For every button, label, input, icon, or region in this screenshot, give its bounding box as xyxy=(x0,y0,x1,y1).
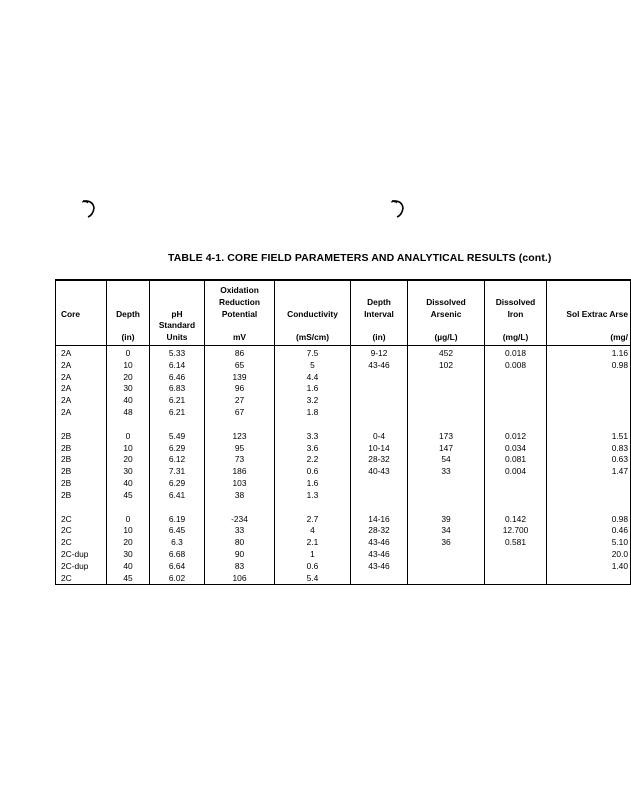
cell-dissolved-iron xyxy=(485,549,547,561)
header-ph: pH xyxy=(150,280,205,320)
header-core: Core xyxy=(56,280,107,320)
spacer-cell xyxy=(275,419,351,431)
cell-dissolved-iron: 0.018 xyxy=(485,345,547,359)
spacer-cell xyxy=(485,502,547,514)
header-dissolved-arsenic: Dissolved Arsenic xyxy=(408,280,485,320)
unit-soluble-arsenic: (mg/ xyxy=(547,320,631,345)
table-row xyxy=(56,372,631,384)
cell-dissolved-iron xyxy=(485,383,547,395)
cell-orp: 67 xyxy=(205,407,275,419)
cell-core: 2C xyxy=(56,573,107,585)
header-conductivity: Conductivity xyxy=(275,280,351,320)
cell-orp: 90 xyxy=(205,549,275,561)
table-row xyxy=(56,573,631,585)
cell-depth-interval xyxy=(351,573,408,585)
cell-orp: 86 xyxy=(205,345,275,359)
cell-depth-interval: 40-43 xyxy=(351,466,408,478)
spacer-cell xyxy=(205,419,275,431)
cell-dissolved-iron: 0.034 xyxy=(485,443,547,455)
cell-conductivity: 2.1 xyxy=(275,537,351,549)
cell-dissolved-arsenic: 34 xyxy=(408,525,485,537)
cell-dissolved-arsenic xyxy=(408,383,485,395)
spacer-cell xyxy=(205,502,275,514)
table-row xyxy=(56,478,631,490)
cell-core: 2B xyxy=(56,443,107,455)
spacer-cell xyxy=(56,419,107,431)
cell-ph: 6.68 xyxy=(150,549,205,561)
cell-depth: 20 xyxy=(107,537,150,549)
cell-ph: 6.12 xyxy=(150,454,205,466)
cell-orp: 83 xyxy=(205,561,275,573)
table-row xyxy=(56,431,631,443)
cell-orp: 65 xyxy=(205,360,275,372)
cell-orp: 106 xyxy=(205,573,275,585)
cell-soluble-arsenic: 0.63 xyxy=(547,454,631,466)
cell-ph: 6.64 xyxy=(150,561,205,573)
cell-depth: 48 xyxy=(107,407,150,419)
cell-core: 2C-dup xyxy=(56,549,107,561)
cell-soluble-arsenic xyxy=(547,407,631,419)
cell-dissolved-arsenic: 147 xyxy=(408,443,485,455)
cell-soluble-arsenic: 0.98 xyxy=(547,514,631,526)
cell-orp: 123 xyxy=(205,431,275,443)
table-row xyxy=(56,561,631,573)
cell-ph: 6.41 xyxy=(150,490,205,502)
cell-ph: 6.29 xyxy=(150,443,205,455)
cell-dissolved-iron: 0.008 xyxy=(485,360,547,372)
cell-soluble-arsenic xyxy=(547,490,631,502)
cell-ph: 7.31 xyxy=(150,466,205,478)
cell-depth: 30 xyxy=(107,466,150,478)
cell-depth-interval xyxy=(351,383,408,395)
cell-dissolved-iron: 0.081 xyxy=(485,454,547,466)
cell-core: 2A xyxy=(56,372,107,384)
cell-orp: 95 xyxy=(205,443,275,455)
cell-ph: 6.19 xyxy=(150,514,205,526)
cell-depth: 30 xyxy=(107,383,150,395)
table-row xyxy=(56,537,631,549)
cell-soluble-arsenic: 1.16 xyxy=(547,345,631,359)
cell-dissolved-iron: 0.581 xyxy=(485,537,547,549)
cell-depth-interval: 10-14 xyxy=(351,443,408,455)
cell-ph: 6.45 xyxy=(150,525,205,537)
unit-dissolved-iron: (mg/L) xyxy=(485,320,547,345)
cell-depth-interval: 43-46 xyxy=(351,561,408,573)
cell-depth: 20 xyxy=(107,372,150,384)
cell-ph: 6.46 xyxy=(150,372,205,384)
spacer-cell xyxy=(150,419,205,431)
group-spacer xyxy=(56,419,631,431)
table-row xyxy=(56,443,631,455)
cell-core: 2A xyxy=(56,407,107,419)
cell-ph: 6.3 xyxy=(150,537,205,549)
cell-conductivity: 1.6 xyxy=(275,383,351,395)
cell-ph: 6.83 xyxy=(150,383,205,395)
table-row xyxy=(56,407,631,419)
cell-dissolved-arsenic: 54 xyxy=(408,454,485,466)
cell-ph: 5.49 xyxy=(150,431,205,443)
cell-soluble-arsenic: 1.47 xyxy=(547,466,631,478)
cell-conductivity: 4.4 xyxy=(275,372,351,384)
table-row xyxy=(56,395,631,407)
cell-core: 2C-dup xyxy=(56,561,107,573)
cell-conductivity: 2.7 xyxy=(275,514,351,526)
core-parameters-table xyxy=(55,279,631,585)
table-row xyxy=(56,549,631,561)
cell-depth: 40 xyxy=(107,395,150,407)
cell-depth: 0 xyxy=(107,431,150,443)
cell-conductivity: 5.4 xyxy=(275,573,351,585)
cell-core: 2A xyxy=(56,345,107,359)
spacer-cell xyxy=(351,419,408,431)
cell-depth: 10 xyxy=(107,360,150,372)
cell-dissolved-arsenic xyxy=(408,561,485,573)
cell-dissolved-arsenic: 33 xyxy=(408,466,485,478)
cell-conductivity: 0.6 xyxy=(275,561,351,573)
cell-orp: 27 xyxy=(205,395,275,407)
cell-depth: 40 xyxy=(107,561,150,573)
spacer-cell xyxy=(408,419,485,431)
cell-depth: 45 xyxy=(107,573,150,585)
cell-conductivity: 5 xyxy=(275,360,351,372)
cell-core: 2A xyxy=(56,360,107,372)
table-row xyxy=(56,466,631,478)
cell-dissolved-arsenic xyxy=(408,395,485,407)
cell-orp: 103 xyxy=(205,478,275,490)
cell-soluble-arsenic: 0.46 xyxy=(547,525,631,537)
cell-orp: 73 xyxy=(205,454,275,466)
cell-dissolved-arsenic xyxy=(408,372,485,384)
cell-soluble-arsenic xyxy=(547,372,631,384)
cell-core: 2B xyxy=(56,431,107,443)
cell-soluble-arsenic: 1.40 xyxy=(547,561,631,573)
cell-depth: 10 xyxy=(107,525,150,537)
hole-punch-mark-left xyxy=(80,198,96,218)
unit-dissolved-arsenic: (µg/L) xyxy=(408,320,485,345)
cell-conductivity: 3.6 xyxy=(275,443,351,455)
cell-orp: 38 xyxy=(205,490,275,502)
cell-depth-interval: 43-46 xyxy=(351,360,408,372)
cell-soluble-arsenic xyxy=(547,573,631,585)
cell-depth-interval: 0-4 xyxy=(351,431,408,443)
group-spacer xyxy=(56,502,631,514)
cell-dissolved-iron xyxy=(485,561,547,573)
cell-dissolved-arsenic xyxy=(408,573,485,585)
spacer-cell xyxy=(150,502,205,514)
cell-dissolved-arsenic: 39 xyxy=(408,514,485,526)
spacer-cell xyxy=(547,419,631,431)
cell-core: 2C xyxy=(56,514,107,526)
cell-core: 2C xyxy=(56,525,107,537)
cell-depth-interval xyxy=(351,407,408,419)
table-row xyxy=(56,490,631,502)
cell-soluble-arsenic: 0.98 xyxy=(547,360,631,372)
cell-depth-interval: 9-12 xyxy=(351,345,408,359)
spacer-cell xyxy=(485,419,547,431)
cell-core: 2A xyxy=(56,383,107,395)
cell-soluble-arsenic: 20.0 xyxy=(547,549,631,561)
unit-depth-interval: (in) xyxy=(351,320,408,345)
spacer-cell xyxy=(107,502,150,514)
spacer-cell xyxy=(547,502,631,514)
table-row xyxy=(56,345,631,359)
cell-orp: 80 xyxy=(205,537,275,549)
table-row xyxy=(56,454,631,466)
cell-dissolved-iron xyxy=(485,407,547,419)
cell-depth-interval xyxy=(351,395,408,407)
cell-conductivity: 2.2 xyxy=(275,454,351,466)
cell-dissolved-iron xyxy=(485,395,547,407)
header-depth-interval: Depth Interval xyxy=(351,280,408,320)
spacer-cell xyxy=(408,502,485,514)
cell-dissolved-arsenic xyxy=(408,478,485,490)
cell-conductivity: 1.6 xyxy=(275,478,351,490)
cell-depth-interval: 28-32 xyxy=(351,525,408,537)
cell-depth: 0 xyxy=(107,514,150,526)
cell-conductivity: 3.2 xyxy=(275,395,351,407)
cell-depth: 40 xyxy=(107,478,150,490)
cell-depth: 30 xyxy=(107,549,150,561)
cell-depth-interval xyxy=(351,372,408,384)
cell-orp: 96 xyxy=(205,383,275,395)
cell-dissolved-arsenic xyxy=(408,549,485,561)
cell-depth-interval: 43-46 xyxy=(351,537,408,549)
cell-core: 2A xyxy=(56,395,107,407)
unit-depth: (in) xyxy=(107,320,150,345)
cell-dissolved-iron xyxy=(485,490,547,502)
cell-orp: -234 xyxy=(205,514,275,526)
cell-orp: 33 xyxy=(205,525,275,537)
cell-conductivity: 1 xyxy=(275,549,351,561)
cell-soluble-arsenic xyxy=(547,383,631,395)
cell-ph: 6.21 xyxy=(150,395,205,407)
cell-dissolved-arsenic: 173 xyxy=(408,431,485,443)
cell-dissolved-arsenic xyxy=(408,490,485,502)
header-dissolved-iron: Dissolved Iron xyxy=(485,280,547,320)
cell-depth-interval: 14-16 xyxy=(351,514,408,526)
cell-orp: 139 xyxy=(205,372,275,384)
cell-dissolved-arsenic: 452 xyxy=(408,345,485,359)
spacer-cell xyxy=(351,502,408,514)
hole-punch-mark-right xyxy=(389,198,405,218)
cell-ph: 6.29 xyxy=(150,478,205,490)
cell-ph: 5.33 xyxy=(150,345,205,359)
cell-depth-interval xyxy=(351,490,408,502)
cell-soluble-arsenic: 5.10 xyxy=(547,537,631,549)
cell-depth: 20 xyxy=(107,454,150,466)
cell-depth: 45 xyxy=(107,490,150,502)
cell-soluble-arsenic: 1.51 xyxy=(547,431,631,443)
cell-dissolved-iron: 0.004 xyxy=(485,466,547,478)
header-depth: Depth xyxy=(107,280,150,320)
cell-core: 2B xyxy=(56,478,107,490)
table-row xyxy=(56,383,631,395)
cell-conductivity: 1.8 xyxy=(275,407,351,419)
cell-soluble-arsenic xyxy=(547,395,631,407)
unit-conductivity: (mS/cm) xyxy=(275,320,351,345)
cell-depth-interval xyxy=(351,478,408,490)
cell-ph: 6.02 xyxy=(150,573,205,585)
spacer-cell xyxy=(56,502,107,514)
cell-depth: 0 xyxy=(107,345,150,359)
cell-depth-interval: 43-46 xyxy=(351,549,408,561)
table-row xyxy=(56,525,631,537)
table-row xyxy=(56,360,631,372)
cell-dissolved-iron xyxy=(485,573,547,585)
table-body xyxy=(56,345,631,584)
table-title: TABLE 4-1. CORE FIELD PARAMETERS AND ANALYTICAL RESULTS (cont.) xyxy=(168,252,552,264)
cell-depth-interval: 28-32 xyxy=(351,454,408,466)
cell-conductivity: 3.3 xyxy=(275,431,351,443)
unit-core xyxy=(56,320,107,345)
header-orp: Oxidation Reduction Potential xyxy=(205,280,275,320)
spacer-cell xyxy=(107,419,150,431)
cell-dissolved-arsenic xyxy=(408,407,485,419)
unit-orp: mV xyxy=(205,320,275,345)
cell-core: 2B xyxy=(56,454,107,466)
header-soluble-extractable-arsenic: Sol Extrac Arse xyxy=(547,280,631,320)
cell-ph: 6.21 xyxy=(150,407,205,419)
cell-core: 2B xyxy=(56,490,107,502)
cell-orp: 186 xyxy=(205,466,275,478)
unit-ph: Standard Units xyxy=(150,320,205,345)
cell-dissolved-iron xyxy=(485,372,547,384)
cell-core: 2C xyxy=(56,537,107,549)
cell-depth: 10 xyxy=(107,443,150,455)
cell-dissolved-iron: 0.012 xyxy=(485,431,547,443)
cell-conductivity: 1.3 xyxy=(275,490,351,502)
cell-dissolved-arsenic: 36 xyxy=(408,537,485,549)
cell-soluble-arsenic: 0.83 xyxy=(547,443,631,455)
cell-dissolved-iron: 12.700 xyxy=(485,525,547,537)
cell-ph: 6.14 xyxy=(150,360,205,372)
cell-dissolved-iron xyxy=(485,478,547,490)
cell-conductivity: 0.6 xyxy=(275,466,351,478)
cell-conductivity: 4 xyxy=(275,525,351,537)
cell-conductivity: 7.5 xyxy=(275,345,351,359)
spacer-cell xyxy=(275,502,351,514)
cell-dissolved-arsenic: 102 xyxy=(408,360,485,372)
table-row xyxy=(56,514,631,526)
cell-soluble-arsenic xyxy=(547,478,631,490)
cell-dissolved-iron: 0.142 xyxy=(485,514,547,526)
cell-core: 2B xyxy=(56,466,107,478)
